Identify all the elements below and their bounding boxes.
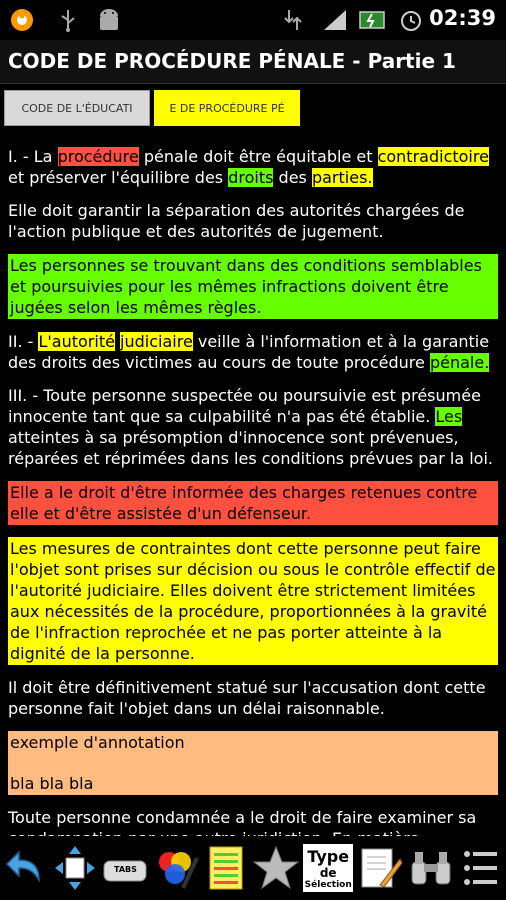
selection-type-label-3: Sélection <box>304 879 352 890</box>
paragraph-8[interactable]: Il doit être définitivement statué sur l'accusation dont cette personne fait l'objet dans un délai raisonnable. <box>8 678 486 718</box>
tab-label: CODE DE L'ÉDUCATI <box>21 101 133 115</box>
title-bar <box>0 40 506 84</box>
annotation-box[interactable] <box>8 731 498 795</box>
selection-type-label-1: Type <box>307 846 350 866</box>
search-button[interactable] <box>408 841 454 895</box>
selection-type-label-2: de <box>319 865 337 880</box>
signal-icon <box>322 8 348 32</box>
menu-list-icon <box>461 846 501 890</box>
move-arrows-icon <box>53 844 97 892</box>
move-button[interactable] <box>52 841 98 895</box>
text-run: veille à l'information et à la garantie des droits des victimes au cours de toute procédure <box>8 332 490 372</box>
paragraph-9[interactable]: Toute personne condamnée a le droit de faire examiner sa <box>8 808 477 827</box>
paragraph-5[interactable] <box>8 385 498 469</box>
tab-bar <box>0 86 506 130</box>
paragraph-1[interactable] <box>8 146 498 188</box>
notes-list-button[interactable] <box>203 841 249 895</box>
text-run: II. - <box>8 332 39 351</box>
back-arrow-icon <box>3 846 47 890</box>
favorites-button[interactable] <box>253 841 299 895</box>
highlight-yellow[interactable]: parties. <box>311 168 373 187</box>
pencil-note-icon <box>358 845 402 891</box>
paragraph-6-highlight-red[interactable]: Elle a le droit d'être informée des charges retenues contre elle et d'être assistée d'un défenseur. <box>8 481 498 525</box>
text-run: et préserver l'équilibre des <box>8 168 229 187</box>
status-bar <box>0 0 506 40</box>
binoculars-icon <box>408 848 454 888</box>
text-run: atteintes à sa présomption d'innocence sont prévenues, réparées et réprimées dans les conditions prévues par la loi. <box>8 428 493 468</box>
android-icon <box>96 8 122 32</box>
paragraph-7-highlight-yellow[interactable]: Les mesures de contraintes dont cette personne peut faire l'objet sont prises sur décision ou sous le contrôle effectif de l'autorité judiciaire. Elles doivent être strictement limitées aux nécessités de la procédure, proportionnées à la gravité de l'infraction reprochée et ne pas porter atteinte à la dignité de la personne. <box>8 537 498 665</box>
text-run: III. - Toute personne suspectée ou poursuivie est présumée innocente tant que sa culpabilité n'a pas été établie. <box>8 386 481 426</box>
star-icon <box>253 845 299 891</box>
back-button[interactable] <box>2 841 48 895</box>
app-icon <box>10 8 34 32</box>
annotation-line: exemple d'annotation <box>10 733 185 752</box>
tab-code-procedure-penale[interactable] <box>154 90 300 126</box>
edit-note-button[interactable] <box>357 841 403 895</box>
menu-button[interactable] <box>458 841 504 895</box>
tab-label: E DE PROCÉDURE PÉ <box>169 101 285 115</box>
text-run: I. - La <box>8 147 58 166</box>
tabs-button[interactable] <box>102 841 148 895</box>
selection-type-button[interactable] <box>303 844 353 892</box>
highlight-green[interactable]: droits <box>228 168 274 187</box>
text-run: pénale doit être équitable et <box>138 147 378 166</box>
battery-icon <box>358 8 386 32</box>
clock-time: 02:39 <box>429 6 496 30</box>
highlight-yellow[interactable]: contradictoire <box>377 147 489 166</box>
highlight-color-button[interactable] <box>153 841 199 895</box>
annotation-line: bla bla bla <box>10 774 94 793</box>
usb-icon <box>58 8 78 32</box>
page-title: CODE DE PROCÉDURE PÉNALE - Partie 1 <box>8 49 456 73</box>
text-run: des <box>273 168 312 187</box>
bottom-toolbar <box>0 836 506 900</box>
highlight-yellow[interactable]: judiciaire <box>120 332 193 351</box>
color-palette-icon <box>153 844 199 892</box>
tab-code-education[interactable] <box>4 90 150 126</box>
highlight-red[interactable]: procédure <box>57 147 139 166</box>
article-content[interactable] <box>0 130 506 836</box>
highlight-yellow[interactable]: L'autorité <box>38 332 115 351</box>
tabs-label: TABS <box>114 865 137 874</box>
paragraph-3-highlight-green[interactable]: Les personnes se trouvant dans des conditions semblables et poursuivies pour les mêmes infractions doivent être jugées selon les mêmes règles. <box>8 254 498 319</box>
annotation-blank-line <box>10 753 496 773</box>
network-arrows-icon <box>284 8 302 32</box>
highlight-green[interactable]: Les <box>435 407 463 426</box>
notes-icon <box>206 845 246 891</box>
paragraph-2[interactable]: Elle doit garantir la séparation des autorités chargées de l'action publique et des autorités de jugement. <box>8 201 465 241</box>
paragraph-4[interactable] <box>8 331 498 373</box>
highlight-green[interactable]: pénale. <box>429 353 490 372</box>
alarm-icon <box>398 8 424 32</box>
